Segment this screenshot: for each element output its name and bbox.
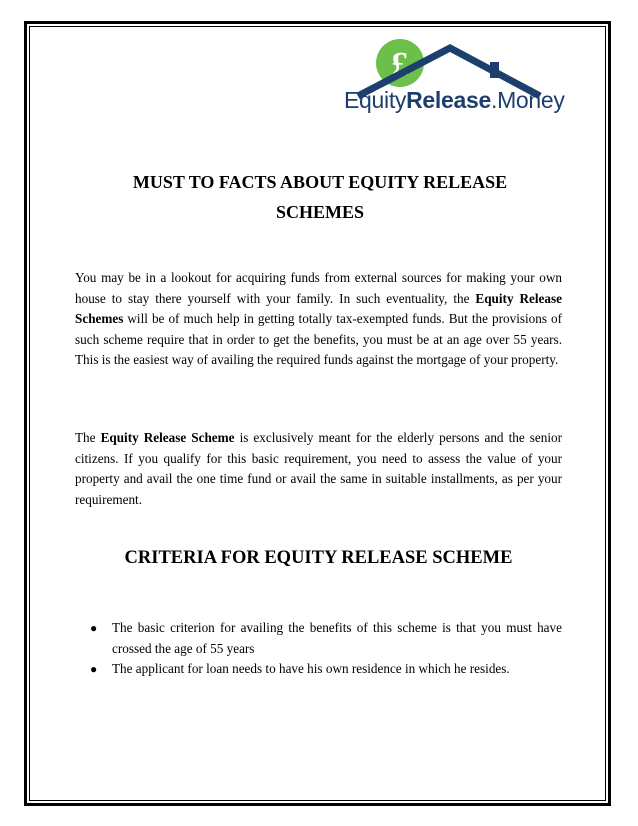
logo-word-money: .Money xyxy=(490,87,565,113)
document-title xyxy=(100,167,540,227)
criteria-heading: CRITERIA FOR EQUITY RELEASE SCHEME xyxy=(124,548,513,568)
scheme-paragraph xyxy=(75,428,562,510)
bullet-icon: ● xyxy=(90,662,98,677)
scheme-text-a: The xyxy=(75,430,101,445)
page-border-inner xyxy=(29,26,606,801)
intro-paragraph xyxy=(75,268,562,371)
title-line-2: SCHEMES xyxy=(275,202,365,222)
criteria-item-text: The applicant for loan needs to have his own residence in which he resides. xyxy=(112,661,510,677)
scheme-text-b: is exclusively meant for the elderly persons and the senior citizens. If you qualify for this basic requirement, you need to assess the value of your property and avail the one time fund or avail the same in suitable installments, as per your requirement. xyxy=(75,430,562,507)
list-item xyxy=(75,659,562,680)
list-item xyxy=(75,618,562,659)
scheme-bold-term: Equity Release Scheme xyxy=(100,430,235,445)
logo-wordmark xyxy=(344,87,565,114)
logo-word-release: Release xyxy=(406,87,491,113)
title-line-1: MUST TO FACTS ABOUT EQUITY RELEASE xyxy=(132,172,508,192)
logo-word-equity: Equity xyxy=(344,87,407,113)
intro-text-a: You may be in a lookout for acquiring funds from external sources for making your own house to stay there yourself with your family. In such eventuality, the xyxy=(75,270,562,306)
equity-release-logo xyxy=(340,36,570,128)
criteria-list xyxy=(75,618,562,680)
chimney-icon xyxy=(490,62,499,78)
bullet-icon: ● xyxy=(90,621,98,635)
pound-symbol: £ xyxy=(391,46,409,83)
criteria-item-text: The basic criterion for availing the benefits of this scheme is that you must have crossed the age of 55 years xyxy=(112,620,562,656)
intro-bold-term: Equity Release Schemes xyxy=(75,290,562,327)
intro-text-b: will be of much help in getting totally tax-exempted funds. But the provisions of such scheme require that in order to get the benefits, you must be at an age over 55 years. This is the easiest way of availing the required funds against the mortgage of your property. xyxy=(75,311,562,368)
